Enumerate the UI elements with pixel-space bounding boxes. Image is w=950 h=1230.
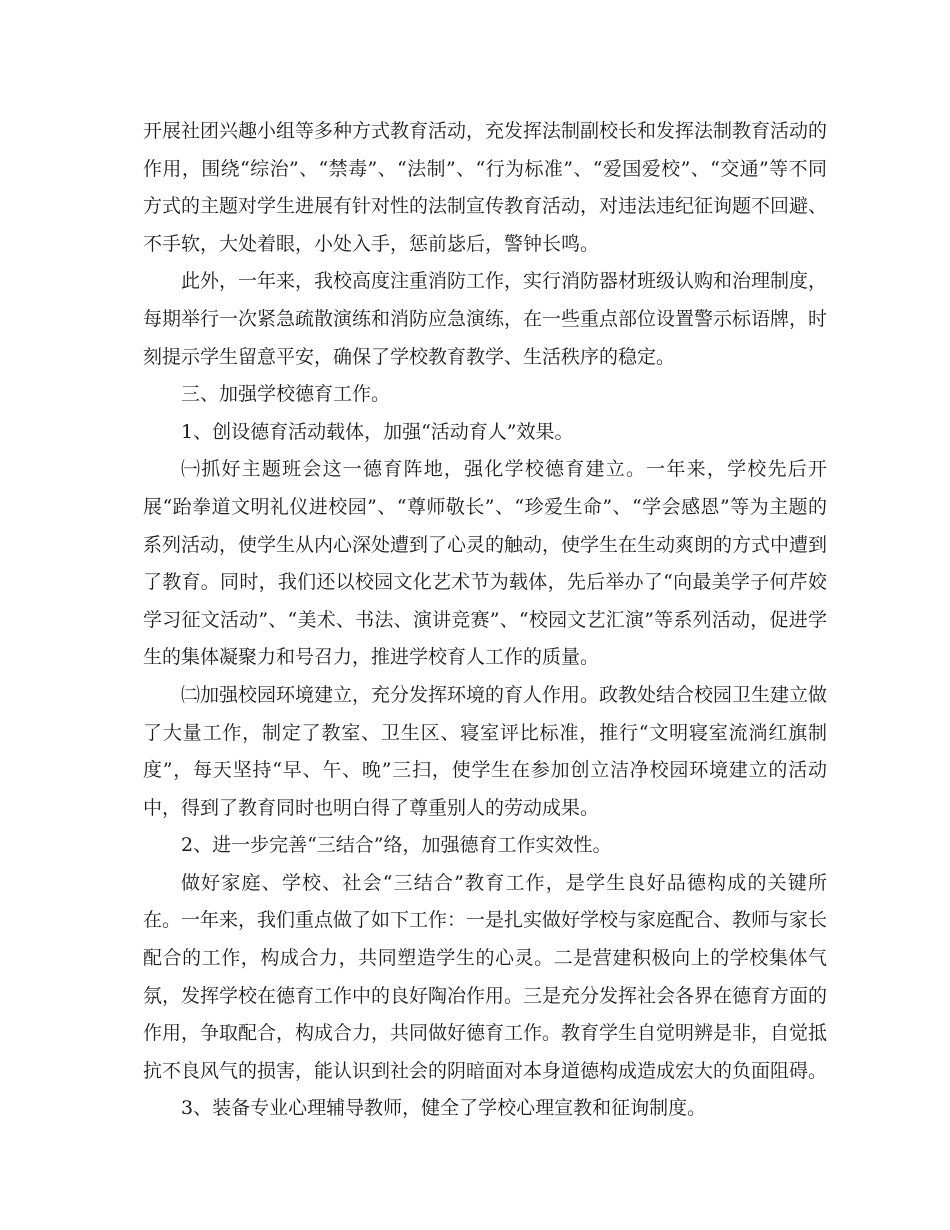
subheading-activity-carrier: 1、创设德育活动载体，加强“活动育人”效果。 (181, 420, 574, 443)
paragraph-family-school-society: 做好家庭、学校、社会“三结合”教育工作，是学生良好品德构成的关键所在。一年来，我们重点做了如下工作：一是扎实做好学校与家庭配合、教师与家长配合的工作，构成合力，共同塑造学生的心灵。二是营建积极向上的学校集体气氛，发挥学校在德育工作中的良好陶冶作用。三是充分发挥社会各界在德育方面的作用，争取配合，构成合力，共同做好德育工作。教育学生自觉明辨是非，自觉抵抗不良风气的损害，能认识到社会的阴暗面对本身道德构成造成宏大的负面阻碍。 (143, 871, 828, 1082)
paragraph-theme-class-meeting: ㈠抓好主题班会这一德育阵地，强化学校德育建立。一年来，学校先后开展“跆拳道文明礼仪进校园”、“尊师敬长”、“珍爱生命”、“学会感恩”等为主题的系列活动，使学生从内心深处遭到了心灵的触动，使学生在生动爽朗的方式中遭到了教育。同时，我们还以校园文化艺术节为载体，先后举办了“向最美学子何芹姣学习征文活动”、“美术、书法、演讲竞赛”、“校园文艺汇演”等系列活动，促进学生的集体凝聚力和号召力，推进学校育人工作的质量。 (143, 458, 828, 669)
document-body (143, 113, 827, 1128)
subheading-psychological-counseling: 3、装备专业心理辅导教师，健全了学校心理宣教和征询制度。 (181, 1097, 707, 1120)
paragraph-fire-safety: 此外，一年来，我校高度注重消防工作，实行消防器材班级认购和治理制度，每期举行一次紧急疏散演练和消防应急演练，在一些重点部位设置警示标语牌，时刻提示学生留意平安，确保了学校教育教学、生活秩序的稳定。 (143, 270, 828, 368)
subheading-three-combination: 2、进一步完善“三结合”络，加强德育工作实效性。 (181, 834, 612, 857)
paragraph-campus-environment: ㈡加强校园环境建立，充分发挥环境的育人作用。政教处结合校园卫生建立做了大量工作，制定了教室、卫生区、寝室评比标准，推行“文明寝室流淌红旗制度”，每天坚持“早、午、晚”三扫，使学生在参加创立洁净校园环境建立的活动中，得到了教育同时也明白得了尊重别人的劳动成果。 (143, 683, 828, 819)
section-heading-moral-education: 三、加强学校德育工作。 (181, 383, 391, 406)
paragraph-legal-education-activities: 开展社团兴趣小组等多种方式教育活动，充发挥法制副校长和发挥法制教育活动的作用，围绕“综治”、“禁毒”、“法制”、“行为标准”、“爱国爱校”、“交通”等不同方式的主题对学生进展有针对性的法制宣传教育活动，对违法违纪征询题不回避、不手软，大处着眼，小处入手，惩前毖后，警钟长鸣。 (143, 120, 828, 255)
